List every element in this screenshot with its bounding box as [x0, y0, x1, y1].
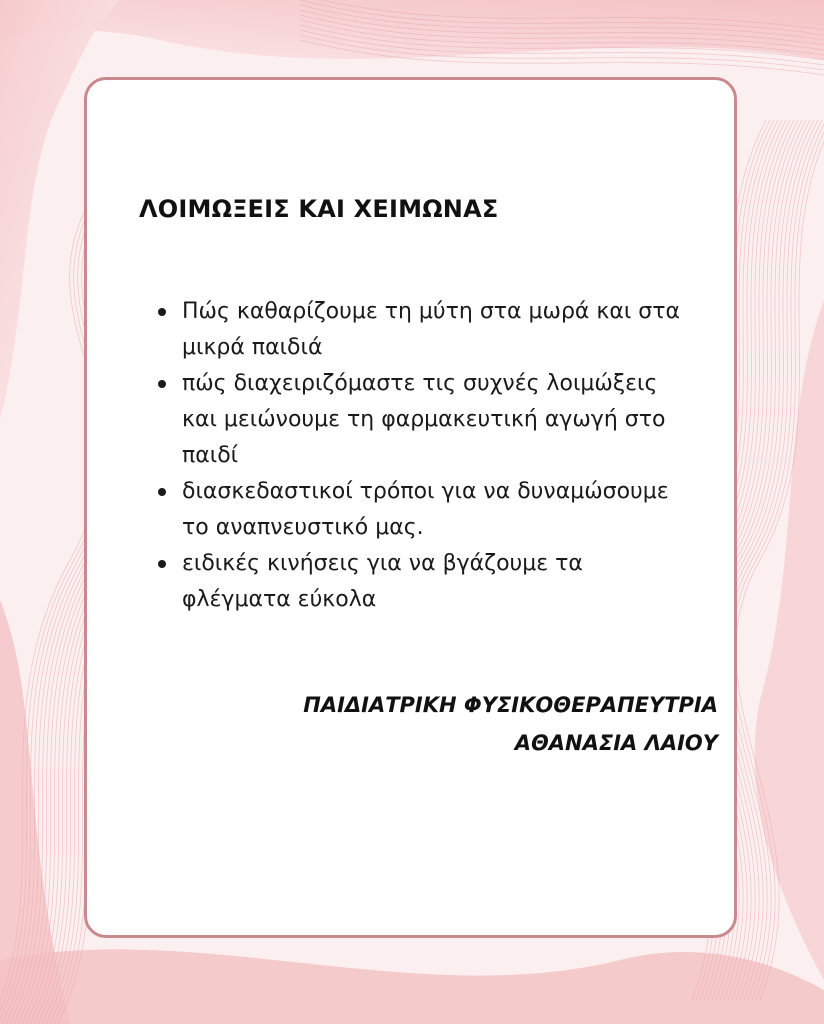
bullet-dot-icon	[158, 380, 166, 388]
signature-role: ΠΑΙΔΙΑΤΡΙΚΗ ΦΥΣΙΚΟΘΕΡΑΠΕΥΤΡΙΑ	[303, 693, 718, 717]
list-item	[147, 366, 687, 474]
bullet-dot-icon	[158, 308, 166, 316]
bullet-dot-icon	[158, 560, 166, 568]
list-item-text: Πώς καθαρίζουμε τη μύτη στα μωρά και στα μικρά παιδιά	[182, 299, 680, 360]
list-item	[147, 474, 687, 546]
list-item-text: ειδικές κινήσεις για να βγάζουμε τα φλέγματα εύκολα	[182, 551, 583, 612]
list-item	[147, 294, 687, 366]
bullet-list	[147, 294, 687, 618]
list-item-text: πώς διαχειριζόμαστε τις συχνές λοιμώξεις και μειώνουμε τη φαρμακευτική αγωγή στο παιδί	[182, 371, 666, 468]
signature-block	[303, 686, 718, 762]
list-item	[147, 546, 687, 618]
list-item-text: διασκεδαστικοί τρόποι για να δυναμώσουμε το αναπνευστικό μας.	[182, 479, 669, 540]
signature-name: ΑΘΑΝΑΣΙΑ ΛΑΙΟΥ	[514, 731, 718, 755]
content-card	[84, 77, 737, 938]
card-title: ΛΟΙΜΩΞΕΙΣ ΚΑΙ ΧΕΙΜΩΝΑΣ	[139, 195, 499, 223]
bullet-dot-icon	[158, 488, 166, 496]
